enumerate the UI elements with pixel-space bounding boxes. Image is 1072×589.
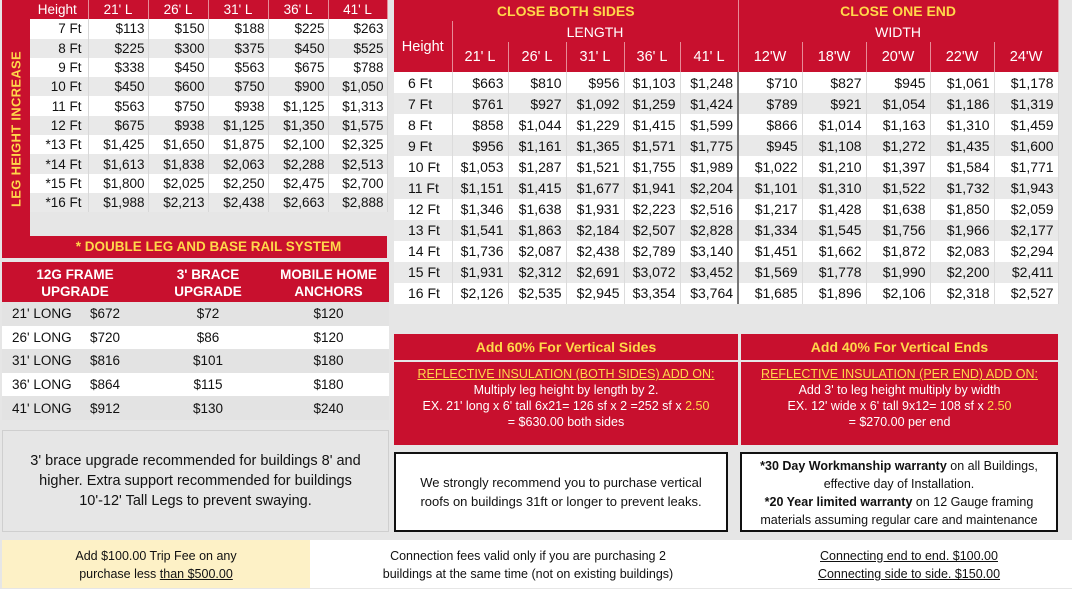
- price-cell: $563: [88, 96, 148, 115]
- price-cell: $912: [84, 396, 148, 420]
- column-header: 22'W: [930, 42, 994, 72]
- price-cell: $450: [88, 77, 148, 96]
- price-cell: $2,691: [566, 262, 624, 283]
- row-height-label: 10 Ft: [30, 77, 88, 96]
- connection-costs: [746, 540, 1072, 588]
- price-cell: $2,213: [148, 193, 208, 212]
- column-header-row: [394, 42, 1058, 72]
- price-cell: $1,229: [566, 114, 624, 135]
- price-cell: $1,014: [802, 114, 866, 135]
- price-cell: $2,100: [268, 135, 328, 154]
- price-cell: $1,522: [866, 177, 930, 198]
- price-cell: $1,600: [994, 135, 1058, 156]
- price-cell: $710: [738, 72, 802, 93]
- price-cell: $3,452: [680, 262, 738, 283]
- column-header: 12'W: [738, 42, 802, 72]
- table-row: [30, 39, 387, 58]
- table-row: [30, 116, 387, 135]
- price-cell: $2,083: [930, 241, 994, 262]
- table-row: [30, 135, 387, 154]
- price-cell: $1,638: [866, 199, 930, 220]
- table-row: [394, 220, 1058, 241]
- price-cell: $1,259: [624, 93, 680, 114]
- row-height-label: *16 Ft: [30, 193, 88, 212]
- price-cell: $2,318: [930, 283, 994, 304]
- price-cell: $563: [208, 58, 268, 77]
- price-cell: $1,210: [802, 156, 866, 177]
- price-cell: $120: [268, 302, 389, 326]
- row-height-label: 16 Ft: [394, 283, 452, 304]
- price-cell: $225: [88, 39, 148, 58]
- price-cell: $1,775: [680, 135, 738, 156]
- price-cell: $2,945: [566, 283, 624, 304]
- price-cell: $864: [84, 373, 148, 397]
- column-header: 26' L: [148, 0, 208, 19]
- price-cell: $1,163: [866, 114, 930, 135]
- column-header: 41' L: [328, 0, 387, 19]
- price-cell: $3,072: [624, 262, 680, 283]
- price-cell: $2,177: [994, 220, 1058, 241]
- price-cell: $2,025: [148, 174, 208, 193]
- insulation-ends-title: REFLECTIVE INSULATION (PER END) ADD ON:: [761, 367, 1038, 381]
- row-height-label: 12 Ft: [394, 199, 452, 220]
- table-row: [394, 283, 1058, 304]
- table-row: [30, 58, 387, 77]
- table-row: [2, 302, 389, 326]
- price-cell: $2,126: [452, 283, 508, 304]
- price-cell: $2,063: [208, 154, 268, 173]
- price-cell: $2,106: [866, 283, 930, 304]
- price-cell: $810: [508, 72, 566, 93]
- table-row: [30, 174, 387, 193]
- price-cell: $900: [268, 77, 328, 96]
- column-header: 3' BRACE UPGRADE: [148, 262, 268, 302]
- price-cell: $1,310: [802, 177, 866, 198]
- price-cell: $927: [508, 93, 566, 114]
- price-cell: $1,186: [930, 93, 994, 114]
- price-cell: $789: [738, 93, 802, 114]
- length-label: 31' LONG: [2, 349, 84, 373]
- price-cell: $1,685: [738, 283, 802, 304]
- row-height-label: 12 Ft: [30, 116, 88, 135]
- column-header: Height: [30, 0, 88, 19]
- price-cell: $1,756: [866, 220, 930, 241]
- price-cell: $375: [208, 39, 268, 58]
- insulation-sides-box: [394, 362, 738, 445]
- column-header: 20'W: [866, 42, 930, 72]
- table-row: [394, 72, 1058, 93]
- price-cell: $2,507: [624, 220, 680, 241]
- row-height-label: 11 Ft: [394, 177, 452, 198]
- price-cell: $2,516: [680, 199, 738, 220]
- column-header: 21' L: [452, 42, 508, 72]
- price-cell: $1,272: [866, 135, 930, 156]
- table-row: [394, 262, 1058, 283]
- price-cell: $750: [148, 96, 208, 115]
- price-cell: $2,288: [268, 154, 328, 173]
- price-cell: $1,310: [930, 114, 994, 135]
- row-height-label: 9 Ft: [30, 58, 88, 77]
- workmanship-warranty: *30 Day Workmanship warranty on all Buildings, effective day of Installation.: [760, 459, 1038, 491]
- row-height-label: 8 Ft: [30, 39, 88, 58]
- price-cell: $761: [452, 93, 508, 114]
- leg-height-header-row: [30, 0, 387, 19]
- row-height-label: 8 Ft: [394, 114, 452, 135]
- price-cell: $240: [268, 396, 389, 420]
- row-height-label: *13 Ft: [30, 135, 88, 154]
- table-row: [2, 373, 389, 397]
- framing-warranty: *20 Year limited warranty on 12 Gauge framing materials assuming regular care and maintenance: [760, 495, 1038, 527]
- price-cell: $3,140: [680, 241, 738, 262]
- insulation-ends-box: [741, 362, 1058, 445]
- price-cell: $1,800: [88, 174, 148, 193]
- width-header: WIDTH: [738, 21, 1058, 42]
- price-cell: $113: [88, 19, 148, 38]
- close-one-end-header: CLOSE ONE END: [738, 0, 1058, 21]
- price-cell: $788: [328, 58, 387, 77]
- price-cell: $1,415: [508, 177, 566, 198]
- price-cell: $1,613: [88, 154, 148, 173]
- table-row: [394, 114, 1058, 135]
- price-cell: $956: [566, 72, 624, 93]
- price-cell: $1,248: [680, 72, 738, 93]
- leg-height-table: [30, 0, 388, 212]
- price-cell: $150: [148, 19, 208, 38]
- table-row: [394, 177, 1058, 198]
- price-cell: $188: [208, 19, 268, 38]
- price-cell: $1,313: [328, 96, 387, 115]
- price-cell: $300: [148, 39, 208, 58]
- column-header: 36' L: [268, 0, 328, 19]
- price-cell: $120: [268, 326, 389, 350]
- table-row: [394, 135, 1058, 156]
- column-header: 12G FRAME UPGRADE: [2, 262, 148, 302]
- price-cell: $3,764: [680, 283, 738, 304]
- table-row: [30, 19, 387, 38]
- table-row: [394, 199, 1058, 220]
- column-header: 26' L: [508, 42, 566, 72]
- price-cell: $2,200: [930, 262, 994, 283]
- price-cell: $1,365: [566, 135, 624, 156]
- price-cell: $1,103: [624, 72, 680, 93]
- row-height-label: 7 Ft: [30, 19, 88, 38]
- price-cell: $600: [148, 77, 208, 96]
- price-cell: $1,850: [930, 199, 994, 220]
- price-cell: $1,599: [680, 114, 738, 135]
- price-cell: $1,943: [994, 177, 1058, 198]
- price-cell: $1,569: [738, 262, 802, 283]
- column-header: 31' L: [208, 0, 268, 19]
- price-cell: $1,545: [802, 220, 866, 241]
- price-cell: $1,125: [208, 116, 268, 135]
- price-cell: $1,050: [328, 77, 387, 96]
- row-height-label: *15 Ft: [30, 174, 88, 193]
- table-row: [30, 154, 387, 173]
- column-header: 18'W: [802, 42, 866, 72]
- price-cell: $1,736: [452, 241, 508, 262]
- price-cell: $1,425: [88, 135, 148, 154]
- vertical-ends-banner: Add 40% For Vertical Ends: [741, 334, 1058, 360]
- price-cell: $2,087: [508, 241, 566, 262]
- length-label: 26' LONG: [2, 326, 84, 350]
- price-cell: $1,732: [930, 177, 994, 198]
- price-cell: $1,931: [452, 262, 508, 283]
- price-cell: $2,438: [208, 193, 268, 212]
- price-cell: $2,527: [994, 283, 1058, 304]
- price-cell: $525: [328, 39, 387, 58]
- price-cell: $2,700: [328, 174, 387, 193]
- price-cell: $720: [84, 326, 148, 350]
- price-cell: $1,101: [738, 177, 802, 198]
- sub-header-row: [394, 21, 1058, 42]
- price-cell: $945: [738, 135, 802, 156]
- price-cell: $1,575: [328, 116, 387, 135]
- insulation-ends-line3: = $270.00 per end: [848, 415, 951, 429]
- row-height-label: 9 Ft: [394, 135, 452, 156]
- price-cell: $2,475: [268, 174, 328, 193]
- length-label: 21' LONG: [2, 302, 84, 326]
- price-cell: $1,424: [680, 93, 738, 114]
- column-header: 41' L: [680, 42, 738, 72]
- column-header: 36' L: [624, 42, 680, 72]
- price-cell: $1,941: [624, 177, 680, 198]
- upgrades-table: [2, 262, 389, 420]
- enclosure-price-table: [394, 0, 1059, 304]
- price-cell: $450: [148, 58, 208, 77]
- price-cell: $1,350: [268, 116, 328, 135]
- column-header: 24'W: [994, 42, 1058, 72]
- price-cell: $225: [268, 19, 328, 38]
- price-cell: $2,204: [680, 177, 738, 198]
- price-cell: $1,459: [994, 114, 1058, 135]
- row-height-label: 15 Ft: [394, 262, 452, 283]
- vertical-roof-recommendation: We strongly recommend you to purchase vertical roofs on buildings 31ft or longer to prevent leaks.: [394, 452, 728, 532]
- price-cell: $1,428: [802, 199, 866, 220]
- price-cell: $263: [328, 19, 387, 38]
- price-cell: $1,022: [738, 156, 802, 177]
- price-cell: $1,931: [566, 199, 624, 220]
- price-cell: $1,662: [802, 241, 866, 262]
- table-row: [30, 96, 387, 115]
- price-cell: $938: [208, 96, 268, 115]
- price-cell: $816: [84, 349, 148, 373]
- price-cell: $1,677: [566, 177, 624, 198]
- price-cell: $672: [84, 302, 148, 326]
- row-height-label: 7 Ft: [394, 93, 452, 114]
- price-cell: $1,988: [88, 193, 148, 212]
- price-cell: $1,966: [930, 220, 994, 241]
- price-cell: $2,411: [994, 262, 1058, 283]
- price-cell: $663: [452, 72, 508, 93]
- column-header: 31' L: [566, 42, 624, 72]
- table-row: [2, 349, 389, 373]
- double-leg-footnote: * DOUBLE LEG AND BASE RAIL SYSTEM: [30, 236, 387, 258]
- price-cell: $1,863: [508, 220, 566, 241]
- price-cell: $1,346: [452, 199, 508, 220]
- length-label: 41' LONG: [2, 396, 84, 420]
- price-cell: $675: [268, 58, 328, 77]
- connection-fee-note: Connection fees valid only if you are purchasing 2 buildings at the same time (not on existing buildings): [310, 540, 746, 588]
- row-height-label: 14 Ft: [394, 241, 452, 262]
- price-cell: $1,521: [566, 156, 624, 177]
- price-cell: $1,217: [738, 199, 802, 220]
- upgrades-header-row: [2, 262, 389, 302]
- row-height-label: *14 Ft: [30, 154, 88, 173]
- insulation-sides-title: REFLECTIVE INSULATION (BOTH SIDES) ADD ON:: [417, 367, 715, 381]
- price-cell: $1,061: [930, 72, 994, 93]
- leg-height-side-label: [2, 0, 30, 258]
- price-cell: $1,053: [452, 156, 508, 177]
- insulation-sides-line1: Multiply leg height by length by 2.: [473, 383, 659, 397]
- price-cell: $1,054: [866, 93, 930, 114]
- brace-recommendation-note: 3' brace upgrade recommended for buildings 8' and higher. Extra support recommended for buildings 10'-12' Tall Legs to prevent swaying.: [2, 430, 389, 532]
- table-row: [394, 241, 1058, 262]
- column-header: MOBILE HOME ANCHORS: [268, 262, 389, 302]
- price-cell: $180: [268, 349, 389, 373]
- length-label: 36' LONG: [2, 373, 84, 397]
- insulation-ends-line2: EX. 12' wide x 6' tall 9x12= 108 sf x 2.50: [787, 399, 1012, 413]
- price-cell: $956: [452, 135, 508, 156]
- length-header: LENGTH: [452, 21, 738, 42]
- group-header-row: [394, 0, 1058, 21]
- price-cell: $858: [452, 114, 508, 135]
- price-cell: $2,828: [680, 220, 738, 241]
- price-cell: $750: [208, 77, 268, 96]
- price-cell: $675: [88, 116, 148, 135]
- price-cell: $1,435: [930, 135, 994, 156]
- row-height-label: 6 Ft: [394, 72, 452, 93]
- price-cell: $2,294: [994, 241, 1058, 262]
- price-cell: $1,650: [148, 135, 208, 154]
- price-cell: $938: [148, 116, 208, 135]
- price-cell: $1,415: [624, 114, 680, 135]
- price-cell: $86: [148, 326, 268, 350]
- price-cell: $1,397: [866, 156, 930, 177]
- table-row: [394, 156, 1058, 177]
- price-cell: $1,838: [148, 154, 208, 173]
- price-cell: $945: [866, 72, 930, 93]
- price-cell: $1,571: [624, 135, 680, 156]
- close-both-sides-header: CLOSE BOTH SIDES: [394, 0, 738, 21]
- price-cell: $1,108: [802, 135, 866, 156]
- table-row: [30, 193, 387, 212]
- price-cell: $101: [148, 349, 268, 373]
- price-cell: $450: [268, 39, 328, 58]
- price-cell: $2,184: [566, 220, 624, 241]
- row-height-label: 10 Ft: [394, 156, 452, 177]
- insulation-ends-line1: Add 3' to leg height multiply by width: [798, 383, 1001, 397]
- trip-fee-note: Add $100.00 Trip Fee on any purchase less than $500.00: [2, 540, 310, 588]
- insulation-sides-line2: EX. 21' long x 6' tall 6x21= 126 sf x 2 =252 sf x 2.50: [422, 399, 710, 413]
- leg-height-side-text: LEG HEIGHT INCREASE: [8, 51, 24, 207]
- price-cell: $1,584: [930, 156, 994, 177]
- side-to-side-cost: Connecting side to side. $150.00: [817, 567, 1001, 581]
- insulation-sides-line3: = $630.00 both sides: [507, 415, 625, 429]
- price-cell: $1,125: [268, 96, 328, 115]
- warranty-box: [740, 452, 1058, 532]
- price-cell: $2,325: [328, 135, 387, 154]
- price-cell: $1,287: [508, 156, 566, 177]
- price-cell: $1,989: [680, 156, 738, 177]
- table-row: [30, 77, 387, 96]
- column-header: 21' L: [88, 0, 148, 19]
- price-cell: $3,354: [624, 283, 680, 304]
- price-cell: $1,638: [508, 199, 566, 220]
- height-header: Height: [394, 21, 452, 72]
- price-cell: $1,044: [508, 114, 566, 135]
- price-cell: $2,312: [508, 262, 566, 283]
- price-cell: $1,896: [802, 283, 866, 304]
- price-cell: $1,755: [624, 156, 680, 177]
- price-cell: $2,059: [994, 199, 1058, 220]
- price-cell: $180: [268, 373, 389, 397]
- vertical-sides-banner: Add 60% For Vertical Sides: [394, 334, 738, 360]
- price-cell: $1,872: [866, 241, 930, 262]
- price-cell: $1,178: [994, 72, 1058, 93]
- table-row: [2, 396, 389, 420]
- price-cell: $1,151: [452, 177, 508, 198]
- price-cell: $1,990: [866, 262, 930, 283]
- price-cell: $1,161: [508, 135, 566, 156]
- table-row: [2, 326, 389, 350]
- price-cell: $2,513: [328, 154, 387, 173]
- price-cell: $1,334: [738, 220, 802, 241]
- price-cell: $1,541: [452, 220, 508, 241]
- price-cell: $2,250: [208, 174, 268, 193]
- price-cell: $2,789: [624, 241, 680, 262]
- price-cell: $1,778: [802, 262, 866, 283]
- price-cell: $115: [148, 373, 268, 397]
- price-cell: $1,875: [208, 135, 268, 154]
- row-height-label: 11 Ft: [30, 96, 88, 115]
- price-cell: $130: [148, 396, 268, 420]
- price-cell: $2,535: [508, 283, 566, 304]
- price-cell: $1,319: [994, 93, 1058, 114]
- price-cell: $1,451: [738, 241, 802, 262]
- price-cell: $866: [738, 114, 802, 135]
- price-cell: $2,663: [268, 193, 328, 212]
- price-cell: $2,888: [328, 193, 387, 212]
- table-row: [394, 93, 1058, 114]
- price-cell: $2,223: [624, 199, 680, 220]
- end-to-end-cost: Connecting end to end. $100.00: [820, 549, 998, 563]
- price-cell: $921: [802, 93, 866, 114]
- price-cell: $72: [148, 302, 268, 326]
- price-cell: $2,438: [566, 241, 624, 262]
- price-cell: $1,771: [994, 156, 1058, 177]
- row-height-label: 13 Ft: [394, 220, 452, 241]
- price-cell: $827: [802, 72, 866, 93]
- price-cell: $1,092: [566, 93, 624, 114]
- price-cell: $338: [88, 58, 148, 77]
